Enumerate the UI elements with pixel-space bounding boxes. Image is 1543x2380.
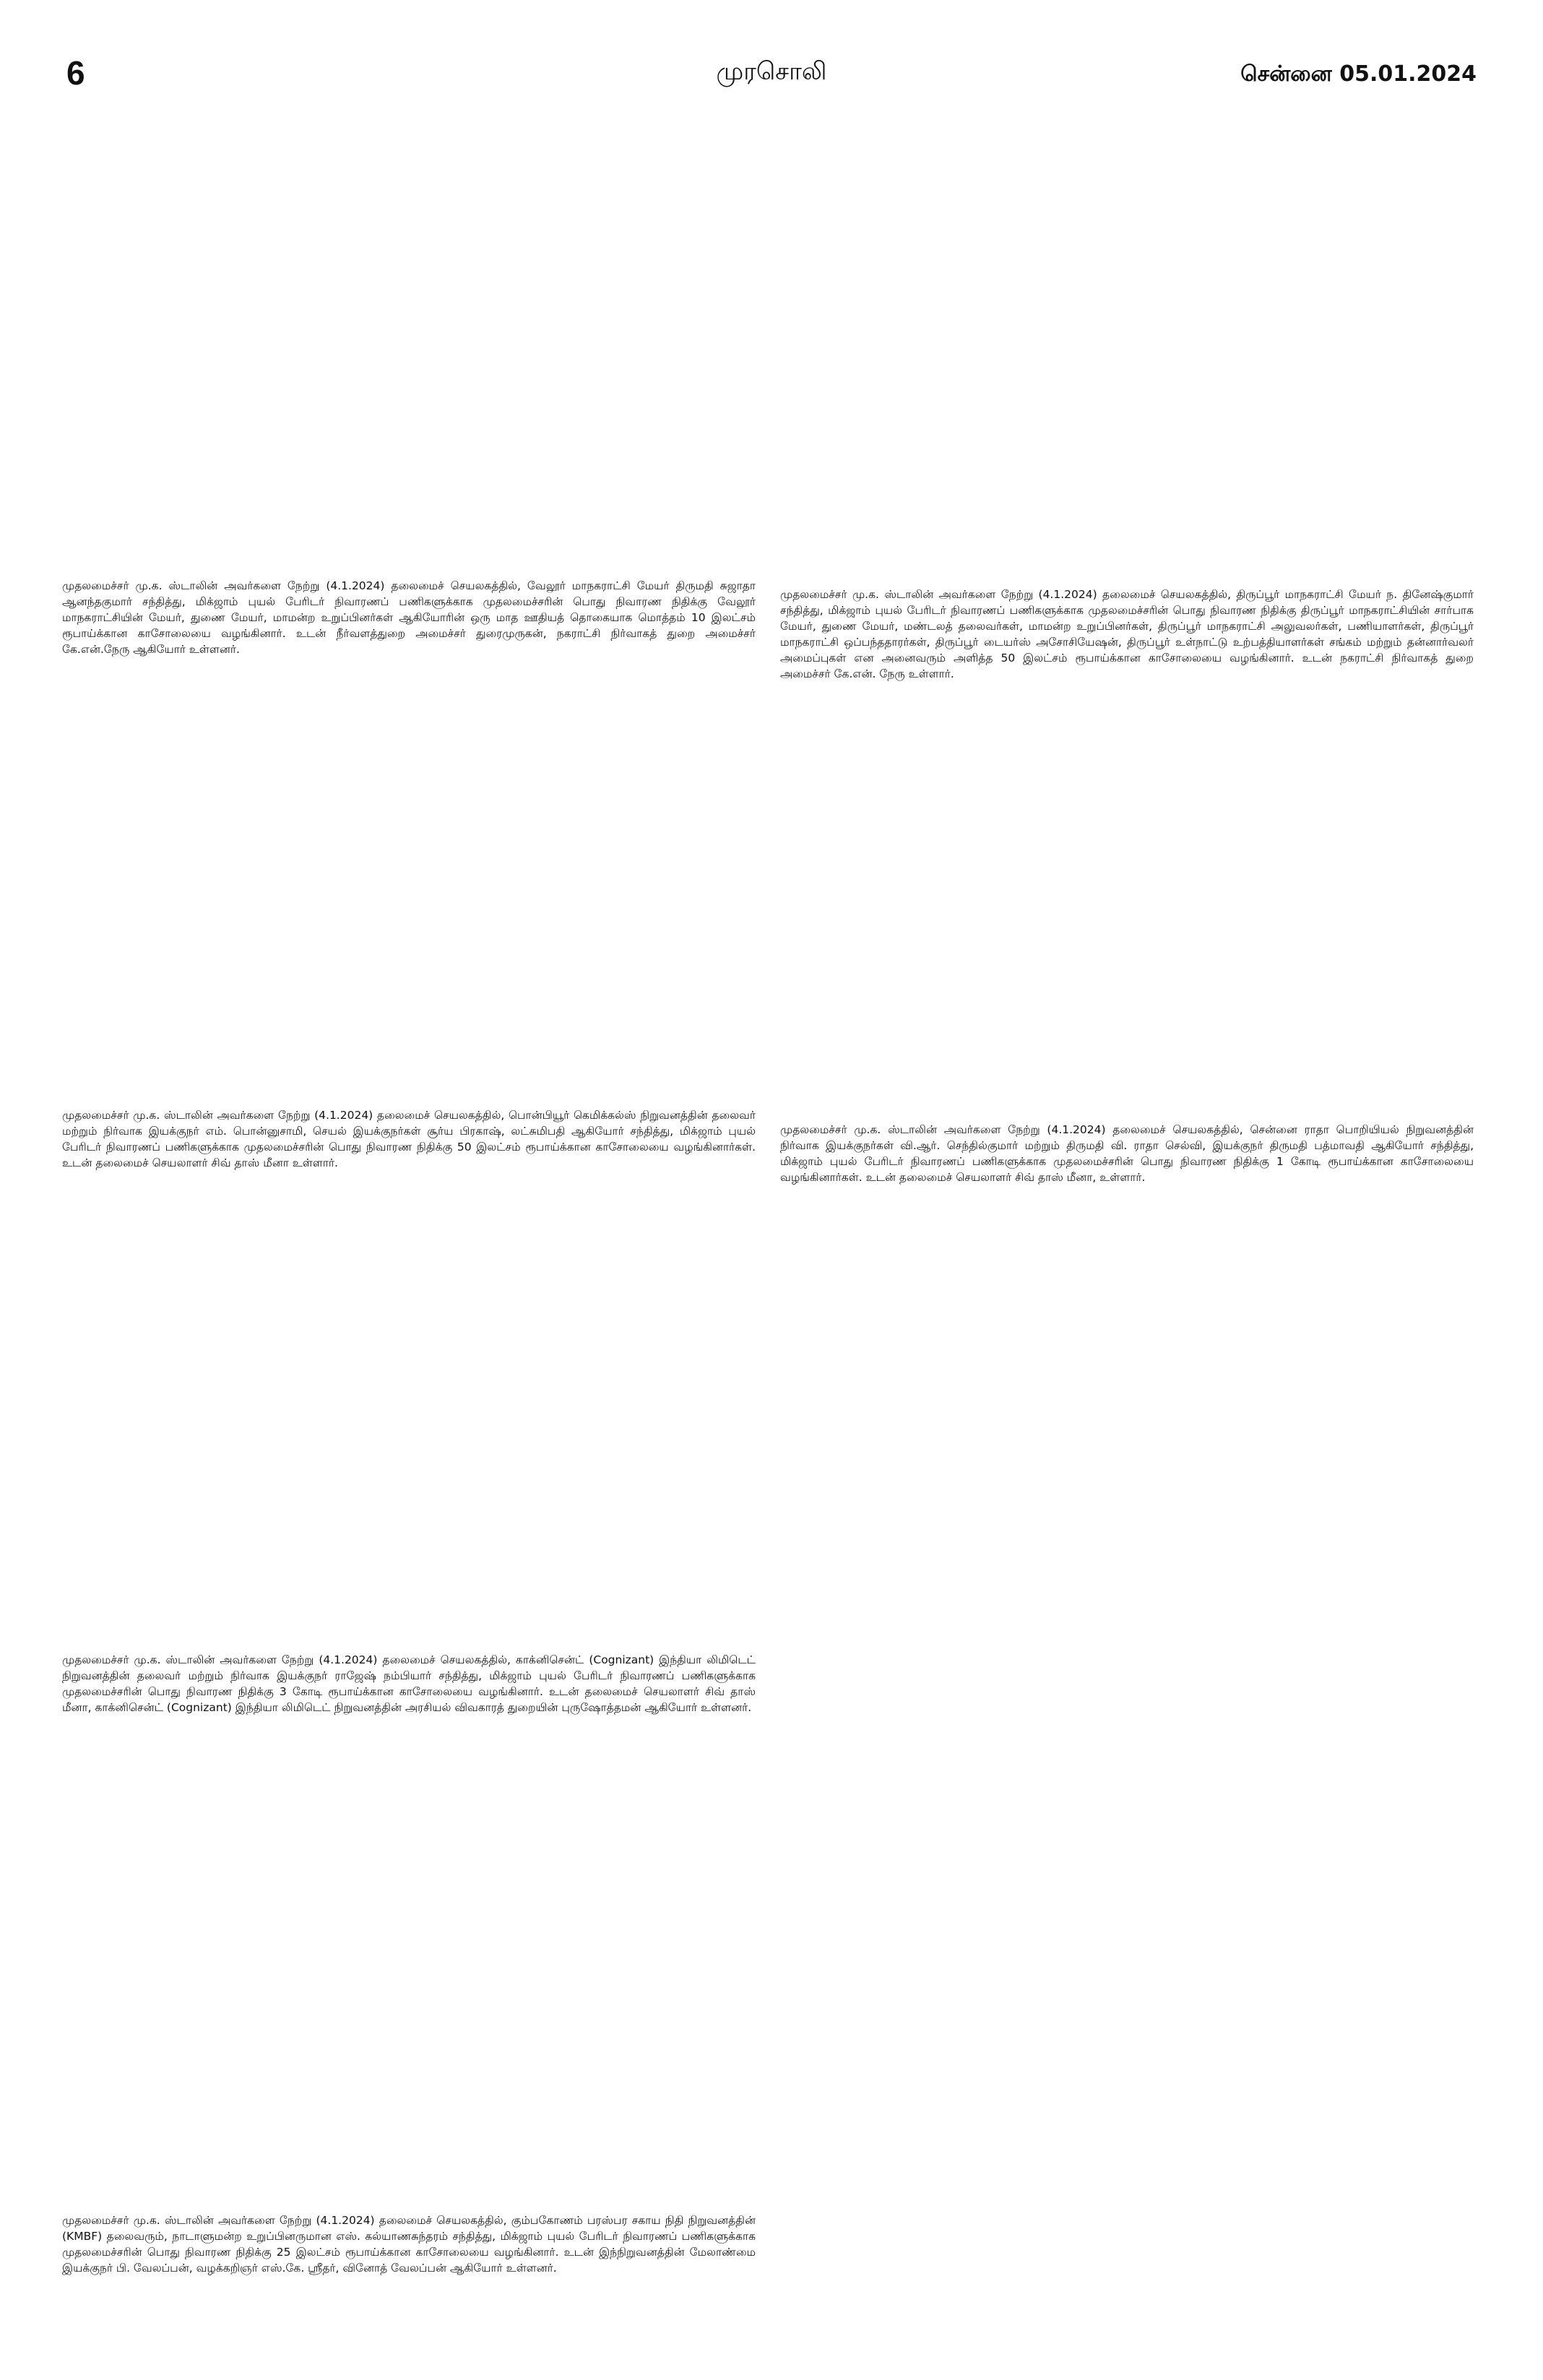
photo-caption: முதலமைச்சர் மு.க. ஸ்டாலின் அவர்களை நேற்று (4.1.2024) தலைமைச் செயலகத்தில், கும்பகோணம் பரஸ்பர சகாய நிதி நிறுவனத்தின் (KMBF) தலைவரும், நாடாளுமன்ற உறுப்பினருமான எஸ். கல்யாணசுந்தரம் சந்தித்து, மிக்ஜாம் புயல் பேரிடர் நிவாரணப் பணிகளுக்காக முதலமைச்சரின் பொது நிவாரண நிதிக்கு 25 இலட்சம் ரூபாய்க்கான காசோலையை வழங்கினார். உடன் இந்நிறுவனத்தின் மேலாண்மை இயக்குநர் பி. வேலப்பன், வழக்கறிஞர் எஸ்.கே. ஸ்ரீதர், வினோத் வேலப்பன் ஆகியோர் உள்ளனர். [62, 2214, 756, 2275]
dateline: சென்னை 05.01.2024 [1240, 61, 1477, 87]
photo-caption: முதலமைச்சர் மு.க. ஸ்டாலின் அவர்களை நேற்று (4.1.2024) தலைமைச் செயலகத்தில், காக்னிசென்ட் (Cognizant) இந்தியா லிமிடெட் நிறுவனத்தின் தலைவர் மற்றும் நிர்வாக இயக்குநர் ராஜேஷ் நம்பியார் சந்தித்து, மிக்ஜாம் புயல் பேரிடர் நிவாரணப் பணிகளுக்காக முதலமைச்சரின் பொது நிவாரண நிதிக்கு 3 கோடி ரூபாய்க்கான காசோலையை வழங்கினார். உடன் தலைமைச் செயலாளர் சிவ் தாஸ் மீனா, காக்னிசென்ட் (Cognizant) இந்தியா லிமிடெட் நிறுவனத்தின் அரசியல் விவகாரத் துறையின் புருஷோத்தமன் ஆகியோர் உள்ளனர். [62, 1653, 756, 1714]
page-number: 6 [66, 54, 85, 92]
photo-slot-4 [780, 722, 1474, 1112]
masthead-title: முரசொலி [716, 57, 827, 86]
photo-slot-2 [780, 108, 1474, 578]
photo-slot-6 [62, 1784, 756, 2203]
photo-caption: முதலமைச்சர் மு.க. ஸ்டாலின் அவர்களை நேற்று (4.1.2024) தலைமைச் செயலகத்தில், சென்னை ராதா பொறியியல் நிறுவனத்தின் நிர்வாக இயக்குநர்கள் வி.ஆர். செந்தில்குமார் மற்றும் திருமதி வி. ராதா செல்வி, இயக்குநர் திருமதி பத்மாவதி ஆகியோர் சந்தித்து, மிக்ஜாம் புயல் பேரிடர் நிவாரணப் பணிகளுக்காக முதலமைச்சரின் பொது நிவாரண நிதிக்கு 1 கோடி ரூபாய்க்கான காசோலையை வழங்கினார்கள். உடன் தலைமைச் செயலாளர் சிவ் தாஸ் மீனா, உள்ளார். [780, 1123, 1474, 1184]
photo-caption: முதலமைச்சர் மு.க. ஸ்டாலின் அவர்களை நேற்று (4.1.2024) தலைமைச் செயலகத்தில், வேலூர் மாநகராட்சி மேயர் திருமதி சுஜாதா ஆனந்தகுமார் சந்தித்து, மிக்ஜாம் புயல் பேரிடர் நிவாரணப் பணிகளுக்காக முதலமைச்சரின் பொது நிவாரண நிதிக்கு வேலூர் மாநகராட்சியின் மேயர், துணை மேயர், மாமன்ற உறுப்பினர்கள் ஆகியோரின் ஒரு மாத ஊதியத் தொகையாக மொத்தம் 10 இலட்சம் ரூபாய்க்கான காசோலையை வழங்கினார். உடன் நீர்வளத்துறை அமைச்சர் துரைமுருகன், நகராட்சி நிர்வாகத் துறை அமைச்சர் கே.என்.நேரு ஆகியோர் உள்ளனர். [62, 579, 756, 656]
photo-slot-5 [62, 1221, 756, 1640]
photo-caption: முதலமைச்சர் மு.க. ஸ்டாலின் அவர்களை நேற்று (4.1.2024) தலைமைச் செயலகத்தில், பொன்பியூர் கெமிக்கல்ஸ் நிறுவனத்தின் தலைவர் மற்றும் நிர்வாக இயக்குநர் எம். பொன்னுசாமி, செயல் இயக்குநர்கள் சூர்ய பிரகாஷ், லட்சுமிபதி ஆகியோர் சந்தித்து, மிக்ஜாம் புயல் பேரிடர் நிவாரணப் பணிகளுக்காக முதலமைச்சரின் பொது நிவாரண நிதிக்கு 50 இலட்சம் ரூபாய்க்கான காசோலையை வழங்கினார்கள். உடன் தலைமைச் செயலாளர் சிவ் தாஸ் மீனா உள்ளார். [62, 1109, 756, 1169]
photo-slot-3 [62, 693, 756, 1098]
photo-caption: முதலமைச்சர் மு.க. ஸ்டாலின் அவர்களை நேற்று (4.1.2024) தலைமைச் செயலகத்தில், திருப்பூர் மாநகராட்சி மேயர் ந. தினேஷ்குமார் சந்தித்து, மிக்ஜாம் புயல் பேரிடர் நிவாரணப் பணிகளுக்காக முதலமைச்சரின் பொது நிவாரண நிதிக்கு திருப்பூர் மாநகராட்சியின் சார்பாக மேயர், துணை மேயர், மண்டலத் தலைவர்கள், மாமன்ற உறுப்பினர்கள், திருப்பூர் மாநகராட்சி அலுவலர்கள், பணியாளர்கள், திருப்பூர் மாநகராட்சி ஒப்பந்ததாரர்கள், திருப்பூர் டையர்ஸ் அசோசியேஷன், திருப்பூர் உள்நாட்டு உற்பத்தியாளர்கள் சங்கம் மற்றும் தன்னார்வலர் அமைப்புகள் என அனைவரும் அளித்த 50 இலட்சம் ரூபாய்க்கான காசோலையை வழங்கினார். உடன் நகராட்சி நிர்வாகத் துறை அமைச்சர் கே.என். நேரு உள்ளார். [780, 588, 1474, 680]
photo-slot-1 [62, 108, 756, 563]
